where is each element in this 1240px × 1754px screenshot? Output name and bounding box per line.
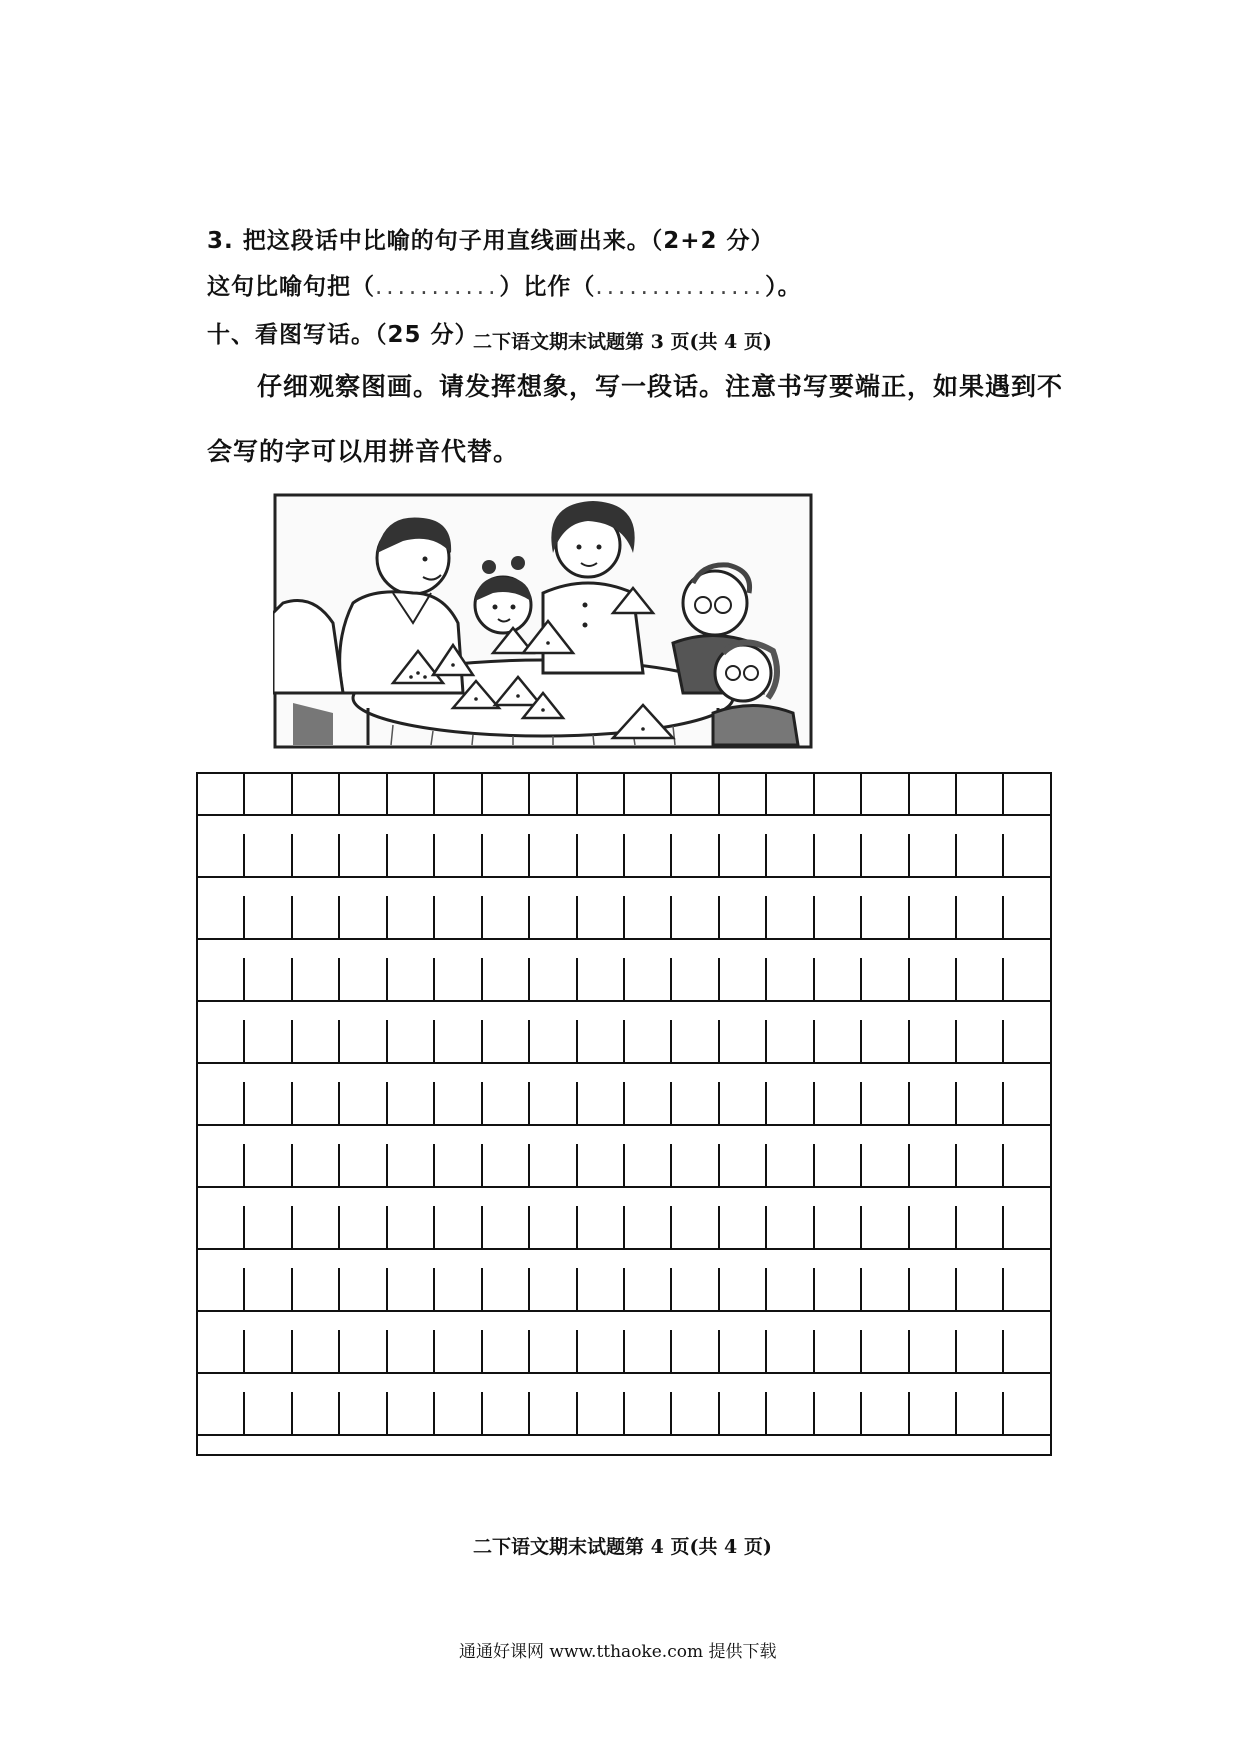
grid-cell[interactable] xyxy=(862,896,909,938)
grid-cell[interactable] xyxy=(672,774,719,814)
grid-row xyxy=(196,772,1052,816)
grid-cell[interactable] xyxy=(293,1268,340,1310)
grid-cell[interactable] xyxy=(1004,896,1051,938)
grid-cell[interactable] xyxy=(198,774,245,814)
grid-cell[interactable] xyxy=(957,1330,1004,1372)
grid-cell[interactable] xyxy=(862,1206,909,1248)
grid-cell[interactable] xyxy=(340,1206,387,1248)
grid-cell[interactable] xyxy=(815,896,862,938)
grid-cell[interactable] xyxy=(578,896,625,938)
grid-cell[interactable] xyxy=(957,1020,1004,1062)
grid-cell[interactable] xyxy=(435,834,482,876)
grid-row-gap xyxy=(196,1188,1052,1206)
grid-cell[interactable] xyxy=(578,1392,625,1434)
grid-cell[interactable] xyxy=(578,958,625,1000)
grid-cell[interactable] xyxy=(672,1268,719,1310)
grid-row xyxy=(196,1020,1052,1064)
grid-cell[interactable] xyxy=(910,834,957,876)
grid-cell[interactable] xyxy=(578,834,625,876)
grid-cell[interactable] xyxy=(530,774,577,814)
grid-cell[interactable] xyxy=(245,774,292,814)
grid-cell[interactable] xyxy=(625,1392,672,1434)
grid-cell[interactable] xyxy=(767,1330,814,1372)
grid-cell[interactable] xyxy=(910,1206,957,1248)
grid-cell[interactable] xyxy=(1004,1144,1051,1186)
grid-cell[interactable] xyxy=(767,958,814,1000)
grid-cell[interactable] xyxy=(957,896,1004,938)
page-footer: 二下语文期末试题第 4 页(共 4 页) xyxy=(473,1536,772,1558)
grid-cell[interactable] xyxy=(340,1082,387,1124)
grid-cell[interactable] xyxy=(910,896,957,938)
grid-cell[interactable] xyxy=(815,774,862,814)
grid-row xyxy=(196,1206,1052,1250)
grid-cell[interactable] xyxy=(957,834,1004,876)
grid-cell[interactable] xyxy=(720,834,767,876)
grid-cell[interactable] xyxy=(862,1392,909,1434)
grid-cell[interactable] xyxy=(862,1020,909,1062)
section-10-heading: 十、看图写话。（25 分） xyxy=(207,322,479,348)
grid-row-gap xyxy=(196,940,1052,958)
grid-cell[interactable] xyxy=(862,774,909,814)
grid-cell[interactable] xyxy=(720,1082,767,1124)
grid-cell[interactable] xyxy=(483,1330,530,1372)
grid-cell[interactable] xyxy=(388,958,435,1000)
grid-cell[interactable] xyxy=(815,1082,862,1124)
grid-row-gap xyxy=(196,878,1052,896)
grid-cell[interactable] xyxy=(293,958,340,1000)
grid-cell[interactable] xyxy=(910,1268,957,1310)
grid-cell[interactable] xyxy=(767,896,814,938)
grid-cell[interactable] xyxy=(483,1020,530,1062)
grid-cell[interactable] xyxy=(625,1144,672,1186)
grid-cell[interactable] xyxy=(672,1392,719,1434)
grid-cell[interactable] xyxy=(720,1330,767,1372)
grid-cell[interactable] xyxy=(530,896,577,938)
grid-cell[interactable] xyxy=(483,1392,530,1434)
grid-cell[interactable] xyxy=(198,896,245,938)
grid-cell[interactable] xyxy=(815,1144,862,1186)
question-3-text: 3. 把这段话中比喻的句子用直线画出来。（2+2 分） xyxy=(207,228,775,254)
grid-cell[interactable] xyxy=(340,958,387,1000)
grid-cell[interactable] xyxy=(388,1206,435,1248)
grid-cell[interactable] xyxy=(625,1330,672,1372)
grid-cell[interactable] xyxy=(340,1330,387,1372)
question-3-answer-line xyxy=(207,268,802,301)
grid-cell[interactable] xyxy=(578,1330,625,1372)
grid-cell[interactable] xyxy=(672,1020,719,1062)
grid-cell[interactable] xyxy=(625,1206,672,1248)
grid-cell[interactable] xyxy=(245,1082,292,1124)
grid-cell[interactable] xyxy=(815,958,862,1000)
grid-cell[interactable] xyxy=(1004,1020,1051,1062)
grid-cell[interactable] xyxy=(720,1268,767,1310)
grid-cell[interactable] xyxy=(388,774,435,814)
grid-cell[interactable] xyxy=(625,958,672,1000)
grid-cell[interactable] xyxy=(198,1020,245,1062)
grid-cell[interactable] xyxy=(1004,1392,1051,1434)
grid-cell[interactable] xyxy=(910,774,957,814)
grid-cell[interactable] xyxy=(767,1020,814,1062)
grid-cell[interactable] xyxy=(435,1268,482,1310)
grid-cell[interactable] xyxy=(720,1020,767,1062)
grid-cell[interactable] xyxy=(388,1268,435,1310)
grid-cell[interactable] xyxy=(910,1144,957,1186)
grid-row-gap xyxy=(196,1312,1052,1330)
grid-cell[interactable] xyxy=(957,1268,1004,1310)
grid-cell[interactable] xyxy=(1004,1206,1051,1248)
grid-cell[interactable] xyxy=(862,1082,909,1124)
grid-cell[interactable] xyxy=(198,1268,245,1310)
grid-cell[interactable] xyxy=(293,1020,340,1062)
grid-cell[interactable] xyxy=(672,1082,719,1124)
grid-cell[interactable] xyxy=(388,1020,435,1062)
grid-cell[interactable] xyxy=(198,1206,245,1248)
grid-cell[interactable] xyxy=(910,958,957,1000)
grid-cell[interactable] xyxy=(578,1144,625,1186)
grid-cell[interactable] xyxy=(720,1206,767,1248)
grid-cell[interactable] xyxy=(720,774,767,814)
grid-row-gap xyxy=(196,816,1052,834)
grid-cell[interactable] xyxy=(957,1144,1004,1186)
grid-row-gap xyxy=(196,1374,1052,1392)
grid-cell[interactable] xyxy=(530,1020,577,1062)
grid-cell[interactable] xyxy=(530,1268,577,1310)
grid-row-gap xyxy=(196,1002,1052,1020)
grid-cell[interactable] xyxy=(388,1082,435,1124)
grid-cell[interactable] xyxy=(625,1020,672,1062)
grid-cell[interactable] xyxy=(530,834,577,876)
grid-cell[interactable] xyxy=(530,1392,577,1434)
grid-cell[interactable] xyxy=(198,1330,245,1372)
grid-cell[interactable] xyxy=(815,1268,862,1310)
grid-row xyxy=(196,1082,1052,1126)
grid-cell[interactable] xyxy=(483,834,530,876)
grid-cell[interactable] xyxy=(862,1330,909,1372)
grid-cell[interactable] xyxy=(245,1144,292,1186)
grid-cell[interactable] xyxy=(957,1206,1004,1248)
grid-cell[interactable] xyxy=(293,896,340,938)
grid-cell[interactable] xyxy=(720,1144,767,1186)
answer-mid: ）比作（ xyxy=(499,274,596,300)
grid-cell[interactable] xyxy=(862,834,909,876)
grid-cell[interactable] xyxy=(483,774,530,814)
grid-cell[interactable] xyxy=(910,1020,957,1062)
grid-cell[interactable] xyxy=(578,1020,625,1062)
grid-cell[interactable] xyxy=(435,1206,482,1248)
grid-cell[interactable] xyxy=(672,834,719,876)
answer-suffix: ）。 xyxy=(765,274,802,300)
grid-cell[interactable] xyxy=(293,1082,340,1124)
grid-cell[interactable] xyxy=(245,1392,292,1434)
writing-grid[interactable] xyxy=(196,772,1052,1456)
grid-cell[interactable] xyxy=(293,1392,340,1434)
grid-cell[interactable] xyxy=(1004,774,1051,814)
grid-cell[interactable] xyxy=(340,896,387,938)
grid-cell[interactable] xyxy=(483,958,530,1000)
grid-cell[interactable] xyxy=(435,1020,482,1062)
grid-cell[interactable] xyxy=(340,1144,387,1186)
grid-cell[interactable] xyxy=(293,834,340,876)
grid-cell[interactable] xyxy=(198,834,245,876)
overlay-page-footer: 二下语文期末试题第 3 页(共 4 页) xyxy=(473,331,772,353)
grid-cell[interactable] xyxy=(578,774,625,814)
grid-cell[interactable] xyxy=(435,958,482,1000)
grid-cell[interactable] xyxy=(625,896,672,938)
download-credit: 通通好课网 www.tthaoke.com 提供下载 xyxy=(459,1642,777,1662)
grid-cell[interactable] xyxy=(625,1268,672,1310)
grid-cell[interactable] xyxy=(767,1268,814,1310)
grid-row-gap xyxy=(196,1126,1052,1144)
grid-cell[interactable] xyxy=(198,1082,245,1124)
grid-cell[interactable] xyxy=(767,1082,814,1124)
grid-row xyxy=(196,958,1052,1002)
grid-cell[interactable] xyxy=(435,1392,482,1434)
grid-cell[interactable] xyxy=(245,1206,292,1248)
grid-cell[interactable] xyxy=(1004,1330,1051,1372)
grid-cell[interactable] xyxy=(435,896,482,938)
grid-cell[interactable] xyxy=(388,834,435,876)
grid-cell[interactable] xyxy=(767,774,814,814)
grid-cell[interactable] xyxy=(578,1206,625,1248)
grid-cell[interactable] xyxy=(293,1330,340,1372)
grid-cell[interactable] xyxy=(862,958,909,1000)
grid-cell[interactable] xyxy=(672,958,719,1000)
grid-cell[interactable] xyxy=(435,1330,482,1372)
grid-cell[interactable] xyxy=(198,1144,245,1186)
grid-cell[interactable] xyxy=(910,1082,957,1124)
grid-cell[interactable] xyxy=(483,1268,530,1310)
grid-cell[interactable] xyxy=(957,958,1004,1000)
grid-row xyxy=(196,1330,1052,1374)
grid-cell[interactable] xyxy=(815,834,862,876)
grid-cell[interactable] xyxy=(530,1144,577,1186)
grid-cell[interactable] xyxy=(293,1206,340,1248)
grid-cell[interactable] xyxy=(957,1082,1004,1124)
grid-cell[interactable] xyxy=(1004,834,1051,876)
grid-cell[interactable] xyxy=(388,1392,435,1434)
grid-cell[interactable] xyxy=(530,1082,577,1124)
grid-cell[interactable] xyxy=(578,1082,625,1124)
grid-cell[interactable] xyxy=(720,1392,767,1434)
grid-cell[interactable] xyxy=(245,1268,292,1310)
grid-cell[interactable] xyxy=(483,896,530,938)
grid-row xyxy=(196,896,1052,940)
blank-2[interactable]: ............... xyxy=(595,274,766,300)
grid-cell[interactable] xyxy=(245,958,292,1000)
grid-cell[interactable] xyxy=(625,1082,672,1124)
grid-cell[interactable] xyxy=(767,1206,814,1248)
grid-cell[interactable] xyxy=(862,1144,909,1186)
family-eating-watermelon-icon xyxy=(273,493,813,749)
grid-cell[interactable] xyxy=(767,1144,814,1186)
grid-cell[interactable] xyxy=(767,834,814,876)
grid-cell[interactable] xyxy=(672,1206,719,1248)
grid-cell[interactable] xyxy=(672,1330,719,1372)
grid-cell[interactable] xyxy=(198,958,245,1000)
grid-cell[interactable] xyxy=(910,1392,957,1434)
grid-cell[interactable] xyxy=(815,1330,862,1372)
instruction-line-2: 会写的字可以用拼音代替。 xyxy=(207,437,520,466)
grid-cell[interactable] xyxy=(245,834,292,876)
grid-cell[interactable] xyxy=(957,1392,1004,1434)
grid-cell[interactable] xyxy=(672,896,719,938)
grid-row-gap xyxy=(196,1064,1052,1082)
grid-row xyxy=(196,1268,1052,1312)
grid-cell[interactable] xyxy=(530,958,577,1000)
grid-cell[interactable] xyxy=(483,1144,530,1186)
grid-cell[interactable] xyxy=(815,1020,862,1062)
blank-1[interactable]: ........... xyxy=(375,274,500,300)
grid-cell[interactable] xyxy=(293,774,340,814)
grid-cell[interactable] xyxy=(435,1082,482,1124)
grid-cell[interactable] xyxy=(340,774,387,814)
grid-cell[interactable] xyxy=(815,1392,862,1434)
grid-row xyxy=(196,834,1052,878)
grid-cell[interactable] xyxy=(862,1268,909,1310)
grid-cell[interactable] xyxy=(388,1330,435,1372)
grid-cell[interactable] xyxy=(483,1082,530,1124)
grid-row-gap xyxy=(196,1436,1052,1454)
grid-cell[interactable] xyxy=(340,1268,387,1310)
grid-cell[interactable] xyxy=(245,1020,292,1062)
grid-cell[interactable] xyxy=(245,1330,292,1372)
instruction-line-1: 仔细观察图画。请发挥想象，写一段话。注意书写要端正，如果遇到不 xyxy=(257,372,1064,401)
grid-cell[interactable] xyxy=(340,834,387,876)
grid-cell[interactable] xyxy=(1004,1268,1051,1310)
grid-cell[interactable] xyxy=(720,958,767,1000)
grid-cell[interactable] xyxy=(1004,958,1051,1000)
grid-row xyxy=(196,1392,1052,1436)
grid-cell[interactable] xyxy=(340,1392,387,1434)
grid-cell[interactable] xyxy=(625,774,672,814)
grid-cell[interactable] xyxy=(1004,1082,1051,1124)
grid-cell[interactable] xyxy=(957,774,1004,814)
answer-prefix: 这句比喻句把（ xyxy=(207,274,375,300)
grid-cell[interactable] xyxy=(293,1144,340,1186)
grid-row xyxy=(196,1144,1052,1188)
grid-cell[interactable] xyxy=(578,1268,625,1310)
grid-cell[interactable] xyxy=(435,1144,482,1186)
grid-cell[interactable] xyxy=(198,1392,245,1434)
grid-cell[interactable] xyxy=(720,896,767,938)
grid-cell[interactable] xyxy=(245,896,292,938)
grid-cell[interactable] xyxy=(672,1144,719,1186)
grid-cell[interactable] xyxy=(625,834,672,876)
grid-row-gap xyxy=(196,1250,1052,1268)
grid-cell[interactable] xyxy=(340,1020,387,1062)
grid-cell[interactable] xyxy=(435,774,482,814)
grid-cell[interactable] xyxy=(910,1330,957,1372)
grid-cell[interactable] xyxy=(815,1206,862,1248)
grid-cell[interactable] xyxy=(530,1206,577,1248)
grid-cell[interactable] xyxy=(483,1206,530,1248)
grid-cell[interactable] xyxy=(767,1392,814,1434)
grid-cell[interactable] xyxy=(530,1330,577,1372)
grid-cell[interactable] xyxy=(388,1144,435,1186)
grid-cell[interactable] xyxy=(388,896,435,938)
